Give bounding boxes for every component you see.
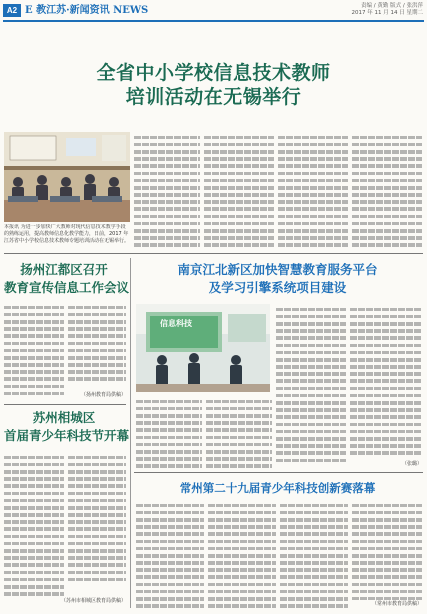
nanjing-body-col2 <box>206 396 272 468</box>
masthead <box>0 0 427 22</box>
changzhou-body-col3 <box>280 500 348 608</box>
yangzhou-divider <box>4 404 126 405</box>
nanjing-byline: （张璐） <box>401 461 422 467</box>
lead-body-col2 <box>204 132 274 250</box>
nanjing-body-col1 <box>136 396 202 468</box>
suzhou-body-col2 <box>68 452 126 592</box>
nanjing-title-line1: 南京江北新区加快智慧教育服务平台 <box>177 262 378 277</box>
suzhou-byline: （苏州市相城区教育局供稿） <box>60 598 126 604</box>
nanjing-divider <box>134 472 423 473</box>
editor-line: 责编 / 黄勤 版式 / 张洪萍 <box>361 3 423 9</box>
nanjing-body-col3 <box>276 304 346 468</box>
lead-body-col3 <box>278 132 348 250</box>
nanjing-photo-sign: 信息科技 <box>160 319 192 328</box>
yangzhou-title-line2: 教育宣传信息工作会议 <box>4 280 130 295</box>
date-line: 2017 年 11 月 14 日 星期二 <box>351 10 423 16</box>
lead-body-col1 <box>134 132 200 250</box>
suzhou-title-line1: 苏州相城区 <box>32 410 96 425</box>
yangzhou-title-line1: 扬州江都区召开 <box>20 262 108 277</box>
suzhou-body-col1 <box>4 452 64 602</box>
changzhou-body-col1 <box>136 500 204 608</box>
header-rule <box>3 20 424 22</box>
yangzhou-body-col1 <box>4 302 64 398</box>
changzhou-byline: （常州市教育局供稿） <box>371 601 422 607</box>
lead-divider <box>4 253 423 254</box>
lead-title-line1: 全省中小学校信息技术教师 <box>96 62 331 84</box>
lead-photo-caption: 本报讯 为进一步加快广大教师对现代信息技术教学手段的熟练运用，提高教师信息化教学能力，日前，2017 年江苏省中小学校信息技术教师专题培训活动在无锡举行。 <box>4 224 130 244</box>
lead-photo <box>4 132 130 222</box>
lead-body-col4 <box>352 132 422 250</box>
section-brand: E 教江苏·新闻资讯 NEWS <box>25 5 149 16</box>
suzhou-title-line2: 首届青少年科技节开幕 <box>4 428 130 443</box>
nanjing-title-line2: 及学习引擎系统项目建设 <box>208 280 347 295</box>
changzhou-body-col2 <box>208 500 276 608</box>
nanjing-photo <box>136 304 270 392</box>
yangzhou-body-col2 <box>68 302 126 398</box>
nanjing-body-col4 <box>350 304 422 460</box>
changzhou-title: 常州第二十九届青少年科技创新赛落幕 <box>179 481 376 495</box>
header-meta <box>352 3 423 17</box>
lead-title-line2: 培训活动在无锡举行 <box>125 86 302 108</box>
yangzhou-byline: （扬州教育局供稿） <box>80 392 126 398</box>
section-tag: A2 <box>3 4 21 17</box>
changzhou-body-col4 <box>352 500 422 600</box>
column-rule <box>130 258 131 608</box>
